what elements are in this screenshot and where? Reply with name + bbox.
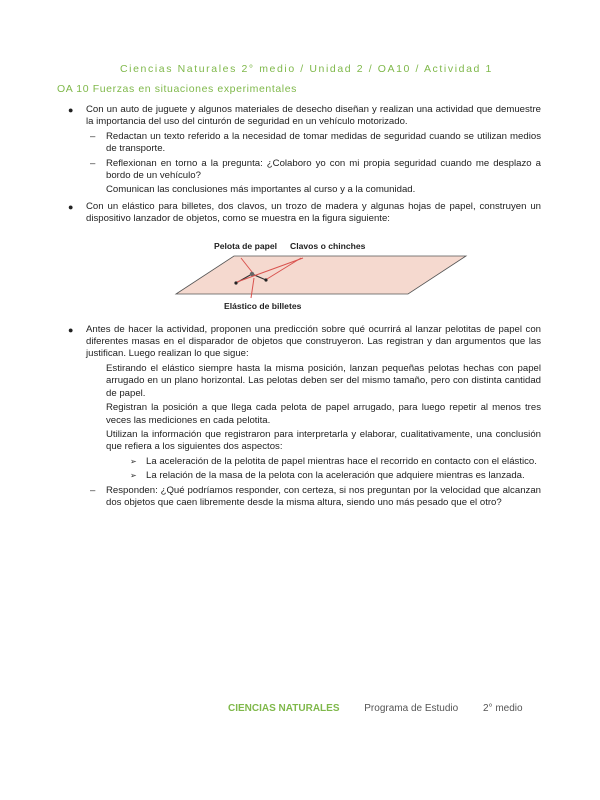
dash-item bbox=[66, 131, 541, 156]
dash-item bbox=[66, 158, 541, 183]
bullet-text: Con un auto de juguete y algunos materiales de desecho diseñan y realizan una actividad que demuestre la importancia del uso del cinturón de seguridad en un vehículo motorizado. bbox=[86, 104, 541, 128]
label-rubber-band: Elástico de billetes bbox=[224, 300, 302, 311]
page-header-title: Ciencias Naturales 2° medio / Unidad 2 / OA10 / Actividad 1 bbox=[120, 63, 493, 75]
page-header-subtitle: OA 10 Fuerzas en situaciones experimentales bbox=[57, 83, 297, 95]
activity-content bbox=[66, 104, 541, 511]
arrow-bullet-icon: ➢ bbox=[130, 471, 137, 481]
bullet-item bbox=[66, 201, 541, 226]
dash-text: Reflexionan en torno a la pregunta: ¿Colaboro yo con mi propia seguridad cuando me desplazo a bordo de un vehículo? bbox=[106, 157, 541, 182]
dash-text: Responden: ¿Qué podríamos responder, con certeza, si nos preguntan por la velocidad que alcanzan dos objetos que caen libremente desde la misma altura, siendo uno más pesado que el otro? bbox=[106, 484, 541, 508]
bullet-item bbox=[66, 324, 541, 361]
page-footer bbox=[228, 703, 523, 714]
indented-text: Utilizan la información que registraron para interpretarla y elaborar, cualitativamente, una conclusión que refiera a los siguientes dos aspectos: bbox=[106, 428, 541, 453]
bullet-icon: ● bbox=[68, 324, 74, 335]
launcher-figure bbox=[66, 236, 541, 314]
dash-icon: – bbox=[90, 484, 96, 496]
indented-text: Registran la posición a que llega cada pelota de papel arrugado, para luego repetir al menos tres veces las mediciones en cada pelotita. bbox=[106, 402, 541, 426]
wood-board bbox=[176, 256, 466, 294]
sub-item bbox=[66, 470, 541, 482]
sub-item bbox=[66, 456, 541, 468]
label-paper-ball: Pelota de papel bbox=[214, 240, 278, 251]
sub-text: La relación de la masa de la pelota con la aceleración que adquiere mientras es lanzada. bbox=[146, 470, 525, 482]
bullet-icon: ● bbox=[68, 201, 74, 212]
dash-icon: – bbox=[90, 157, 96, 169]
footer-program: Programa de Estudio bbox=[364, 703, 459, 714]
bullet-text: Antes de hacer la actividad, proponen una predicción sobre qué ocurrirá al lanzar pelotitas de papel con diferentes masas en el disparador de objetos que construyeron. Las registran y dan argumentos que las justifican. Luego realizan lo que sigue: bbox=[86, 323, 541, 360]
arrow-bullet-icon: ➢ bbox=[130, 456, 137, 466]
dash-item bbox=[66, 485, 541, 510]
footer-subject: CIENCIAS NATURALES bbox=[228, 703, 340, 714]
footer-grade: 2° medio bbox=[483, 703, 523, 714]
indented-text: Comunican las conclusiones más importantes al curso y a la comunidad. bbox=[106, 184, 416, 196]
sub-text: La aceleración de la pelotita de papel mientras hace el recorrido en contacto con el elástico. bbox=[146, 455, 537, 467]
bullet-text: Con un elástico para billetes, dos clavos, un trozo de madera y algunas hojas de papel, construyen un dispositivo lanzador de objetos, como se muestra en la figura siguiente: bbox=[86, 200, 541, 225]
indented-text: Estirando el elástico siempre hasta la misma posición, lanzan pequeñas pelotas hechas con papel arrugado en un plano horizontal. Las pelotas deben ser del mismo tamaño, pero con distinta cantidad de papel. bbox=[106, 362, 541, 399]
dash-text: Redactan un texto referido a la necesidad de tomar medidas de seguridad cuando se utilizan medios de transporte. bbox=[106, 130, 541, 155]
dash-icon: – bbox=[90, 130, 96, 142]
bullet-item bbox=[66, 104, 541, 129]
bullet-icon: ● bbox=[68, 105, 74, 115]
label-nails: Clavos o chinches bbox=[290, 240, 366, 251]
